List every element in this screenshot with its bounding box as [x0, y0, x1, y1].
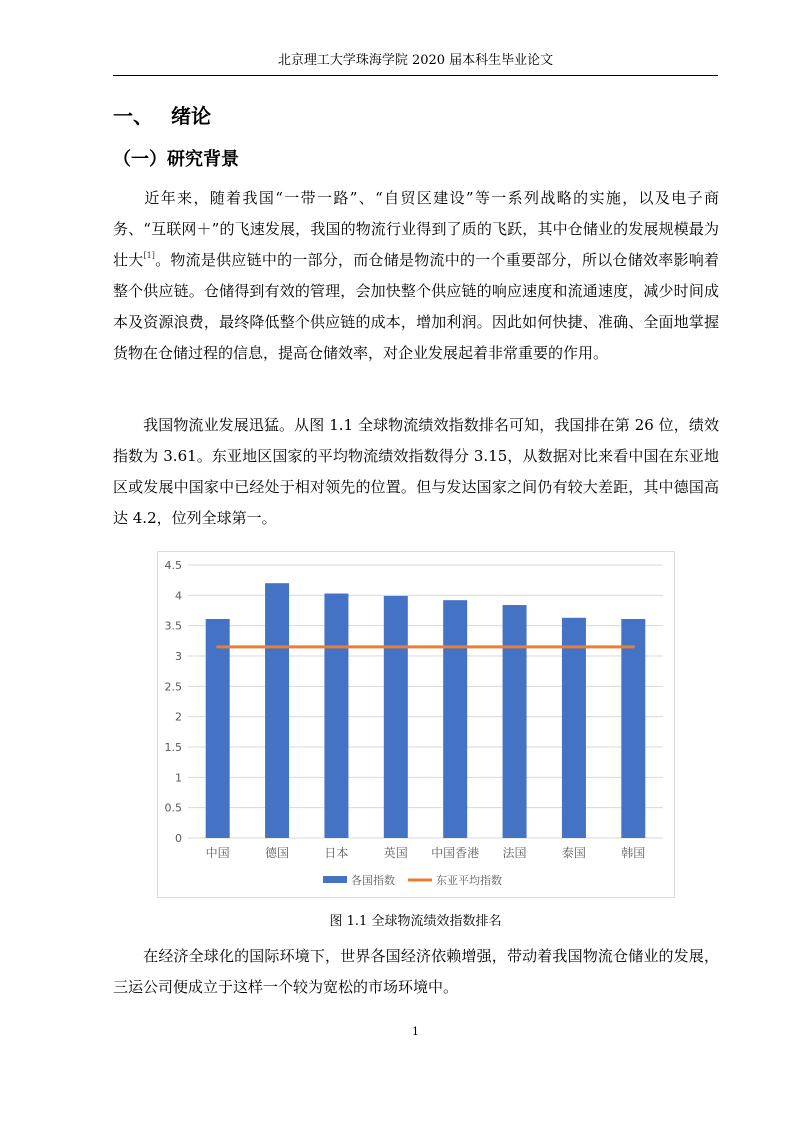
- y-tick-label: 2: [175, 710, 182, 724]
- chart-figure: [157, 551, 675, 898]
- y-tick-label: 3: [175, 650, 182, 663]
- section-heading: [113, 102, 211, 130]
- y-tick-label: 1: [175, 771, 182, 785]
- paragraph-3: [113, 941, 719, 1003]
- logistics-index-chart: [158, 552, 676, 899]
- x-tick-label: 中国: [205, 846, 230, 860]
- y-tick-label: 4.5: [164, 559, 182, 572]
- bar: [324, 594, 348, 838]
- legend-label-line: 东亚平均指数: [436, 874, 502, 887]
- y-tick-label: 0.5: [164, 801, 182, 815]
- legend-label-bar: 各国指数: [351, 874, 395, 887]
- x-tick-label: 德国: [265, 846, 290, 860]
- x-tick-label: 英国: [383, 846, 408, 860]
- header-rule: [113, 75, 718, 76]
- y-tick-label: 2.5: [164, 680, 182, 694]
- paragraph-2: [113, 410, 719, 534]
- paragraph-2-text: 我国物流业发展迅猛。从图 1.1 全球物流绩效指数排名可知，我国排在第 26 位，绩效指数为 3.61。东亚地区国家的平均物流绩效指数得分 3.15，从数据对比来看中国在东亚地区或发展中国家中已经处于相对领先的位置。但与发达国家之间仍有较大差距，其中德国高达 4.2，位列全球第一。: [113, 416, 719, 527]
- paragraph-3-text: 在经济全球化的国际环境下，世界各国经济依赖增强，带动着我国物流仓储业的发展，三运公司便成立于这样一个较为宽松的市场环境中。: [113, 947, 719, 996]
- x-tick-label: 泰国: [561, 846, 586, 860]
- y-tick-label: 3.5: [164, 619, 182, 633]
- page-number: 1: [412, 1025, 419, 1038]
- bar: [443, 600, 467, 838]
- paragraph-1-text-a: 近年来，随着我国“一带一路”、“自贸区建设”等一系列战略的实施，以及电子商务、“互联网＋”的飞速发展，我国的物流行业得到了质的飞跃，其中仓储业的发展规模最为壮大: [113, 189, 719, 269]
- page-header: 北京理工大学珠海学院 2020 届本科生毕业论文: [277, 53, 554, 68]
- bar: [265, 583, 289, 838]
- bar: [503, 605, 527, 838]
- x-tick-label: 日本: [324, 846, 349, 860]
- y-tick-label: 4: [175, 589, 182, 603]
- x-tick-label: 韩国: [621, 846, 646, 860]
- section-title: 绪论: [171, 104, 211, 128]
- x-tick-label: 中国香港: [431, 846, 480, 860]
- bar: [562, 618, 586, 838]
- y-tick-label: 0: [175, 832, 182, 845]
- citation-1[interactable]: [1]: [143, 251, 155, 260]
- bar: [621, 619, 645, 838]
- bar: [384, 596, 408, 838]
- section-number: 一、: [113, 104, 153, 128]
- bar: [206, 619, 230, 838]
- y-tick-label: 1.5: [164, 741, 182, 754]
- paragraph-1: [113, 183, 719, 369]
- subsection-heading: （一）研究背景: [113, 149, 239, 170]
- legend-swatch-bar: [323, 876, 347, 883]
- paragraph-1-text-b: 。物流是供应链中的一部分，而仓储是物流中的一个重要部分，所以仓储效率影响着整个供应链。仓储得到有效的管理，会加快整个供应链的响应速度和流通速度，减少时间成本及资源浪费，最终降低整个供应链的成本，增加利润。因此如何快捷、准确、全面地掌握货物在仓储过程的信息，提高仓储效率，对企业发展起着非常重要的作用。: [113, 251, 719, 362]
- x-tick-label: 法国: [502, 846, 527, 860]
- figure-caption: 图 1.1 全球物流绩效指数排名: [329, 914, 502, 929]
